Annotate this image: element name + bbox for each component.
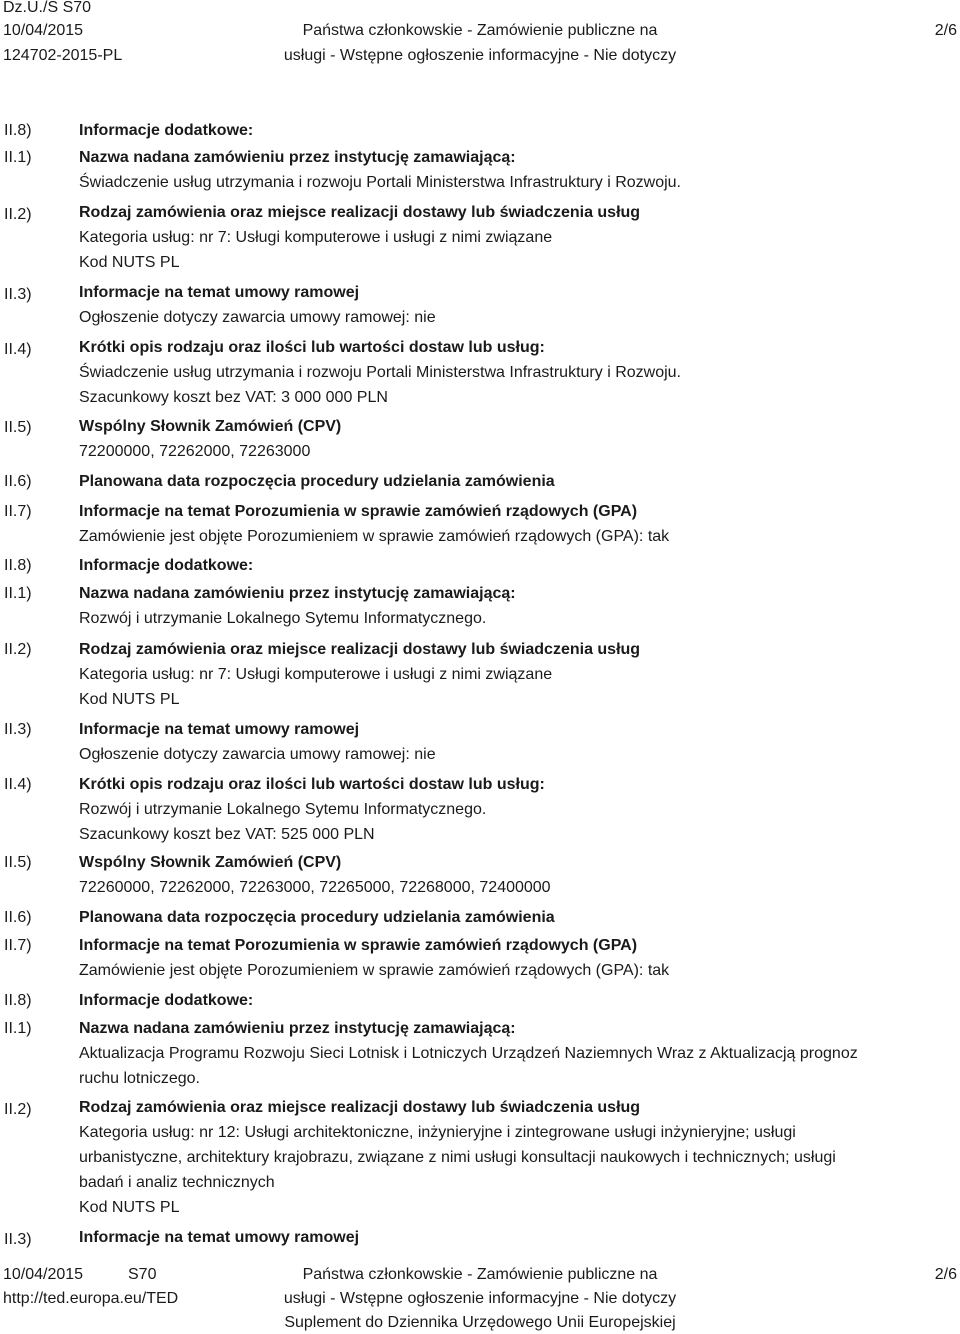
- section-heading: Krótki opis rodzaju oraz ilości lub wartości dostaw lub usług:: [79, 339, 545, 356]
- section-heading: Nazwa nadana zamówieniu przez instytucję zamawiającą:: [79, 585, 516, 602]
- section-code: II.8): [4, 992, 32, 1009]
- section-text: Świadczenie usług utrzymania i rozwoju Portali Ministerstwa Infrastruktury i Rozwoju.: [79, 364, 681, 381]
- section-text: ruchu lotniczego.: [79, 1070, 200, 1087]
- section-text: Kod NUTS PL: [79, 254, 180, 271]
- section-code: II.7): [4, 937, 32, 954]
- section-code: II.3): [4, 286, 32, 303]
- document-id: 124702-2015-PL: [3, 47, 123, 64]
- section-code: II.2): [4, 1101, 32, 1118]
- section-heading: Informacje dodatkowe:: [79, 557, 254, 574]
- section-text: badań i analiz technicznych: [79, 1174, 275, 1191]
- section-heading: Nazwa nadana zamówieniu przez instytucję zamawiającą:: [79, 1020, 516, 1037]
- footer-page-number: 2/6: [934, 1266, 957, 1283]
- section-text: Rozwój i utrzymanie Lokalnego Sytemu Informatycznego.: [79, 610, 487, 627]
- section-heading: Informacje dodatkowe:: [79, 122, 254, 139]
- section-code: II.5): [4, 419, 32, 436]
- section-code: II.6): [4, 909, 32, 926]
- section-code: II.2): [4, 206, 32, 223]
- section-text: Świadczenie usług utrzymania i rozwoju Portali Ministerstwa Infrastruktury i Rozwoju.: [79, 174, 681, 191]
- section-code: II.1): [4, 149, 32, 166]
- section-heading: Planowana data rozpoczęcia procedury udzielania zamówienia: [79, 473, 555, 490]
- section-code: II.3): [4, 721, 32, 738]
- section-text: Szacunkowy koszt bez VAT: 3 000 000 PLN: [79, 389, 388, 406]
- section-heading: Informacje na temat umowy ramowej: [79, 1229, 360, 1246]
- journal-ref: Dz.U./S S70: [3, 0, 92, 16]
- footer-date: 10/04/2015: [3, 1266, 84, 1283]
- section-text: Aktualizacja Programu Rozwoju Sieci Lotnisk i Lotniczych Urządzeń Naziemnych Wraz z Aktualizacją prognoz: [79, 1045, 858, 1062]
- section-heading: Informacje na temat Porozumienia w sprawie zamówień rządowych (GPA): [79, 503, 638, 520]
- section-heading: Rodzaj zamówienia oraz miejsce realizacji dostawy lub świadczenia usług: [79, 641, 641, 658]
- section-code: II.8): [4, 557, 32, 574]
- section-text: Kategoria usług: nr 12: Usługi architektoniczne, inżynieryjne i zintegrowane usługi inżynieryjne; usługi: [79, 1124, 796, 1141]
- header-title-line2: usługi - Wstępne ogłoszenie informacyjne - Nie dotyczy: [283, 47, 677, 64]
- section-text: Kategoria usług: nr 7: Usługi komputerowe i usługi z nimi związane: [79, 666, 553, 683]
- header-date: 10/04/2015: [3, 22, 84, 39]
- section-code: II.4): [4, 341, 32, 358]
- section-code: II.1): [4, 1020, 32, 1037]
- section-heading: Informacje na temat umowy ramowej: [79, 284, 360, 301]
- section-heading: Planowana data rozpoczęcia procedury udzielania zamówienia: [79, 909, 555, 926]
- section-text: urbanistyczne, architektury krajobrazu, związane z nimi usługi konsultacji naukowych i technicznych; usługi: [79, 1149, 836, 1166]
- header-page-number: 2/6: [934, 22, 957, 39]
- section-code: II.6): [4, 473, 32, 490]
- section-text: Kategoria usług: nr 7: Usługi komputerowe i usługi z nimi związane: [79, 229, 553, 246]
- section-heading: Wspólny Słownik Zamówień (CPV): [79, 854, 342, 871]
- section-text: Rozwój i utrzymanie Lokalnego Sytemu Informatycznego.: [79, 801, 487, 818]
- section-text: Kod NUTS PL: [79, 1199, 180, 1216]
- header-title-line1: Państwa członkowskie - Zamówienie publiczne na: [302, 22, 658, 39]
- section-heading: Krótki opis rodzaju oraz ilości lub wartości dostaw lub usług:: [79, 776, 545, 793]
- section-code: II.7): [4, 503, 32, 520]
- section-code: II.1): [4, 585, 32, 602]
- section-text: 72200000, 72262000, 72263000: [79, 443, 311, 460]
- section-text: Zamówienie jest objęte Porozumieniem w sprawie zamówień rządowych (GPA): tak: [79, 528, 670, 545]
- section-heading: Rodzaj zamówienia oraz miejsce realizacji dostawy lub świadczenia usług: [79, 1099, 641, 1116]
- section-heading: Informacje dodatkowe:: [79, 992, 254, 1009]
- section-code: II.3): [4, 1231, 32, 1248]
- section-heading: Wspólny Słownik Zamówień (CPV): [79, 418, 342, 435]
- section-heading: Nazwa nadana zamówieniu przez instytucję zamawiającą:: [79, 149, 516, 166]
- section-text: Ogłoszenie dotyczy zawarcia umowy ramowej: nie: [79, 309, 436, 326]
- footer-url: http://ted.europa.eu/TED: [3, 1290, 179, 1307]
- footer-title-line3: Suplement do Dziennika Urzędowego Unii Europejskiej: [284, 1314, 676, 1331]
- footer-title-line1: Państwa członkowskie - Zamówienie publiczne na: [302, 1266, 658, 1283]
- section-text: Ogłoszenie dotyczy zawarcia umowy ramowej: nie: [79, 746, 436, 763]
- section-heading: Informacje na temat umowy ramowej: [79, 721, 360, 738]
- section-text: Kod NUTS PL: [79, 691, 180, 708]
- section-code: II.2): [4, 641, 32, 658]
- section-text: 72260000, 72262000, 72263000, 72265000, 72268000, 72400000: [79, 879, 551, 896]
- section-code: II.4): [4, 776, 32, 793]
- section-code: II.5): [4, 854, 32, 871]
- section-heading: Rodzaj zamówienia oraz miejsce realizacji dostawy lub świadczenia usług: [79, 204, 641, 221]
- footer-series: S70: [128, 1266, 157, 1283]
- section-code: II.8): [4, 122, 32, 139]
- section-text: Zamówienie jest objęte Porozumieniem w sprawie zamówień rządowych (GPA): tak: [79, 962, 670, 979]
- footer-title-line2: usługi - Wstępne ogłoszenie informacyjne - Nie dotyczy: [283, 1290, 677, 1307]
- section-heading: Informacje na temat Porozumienia w sprawie zamówień rządowych (GPA): [79, 937, 638, 954]
- section-text: Szacunkowy koszt bez VAT: 525 000 PLN: [79, 826, 375, 843]
